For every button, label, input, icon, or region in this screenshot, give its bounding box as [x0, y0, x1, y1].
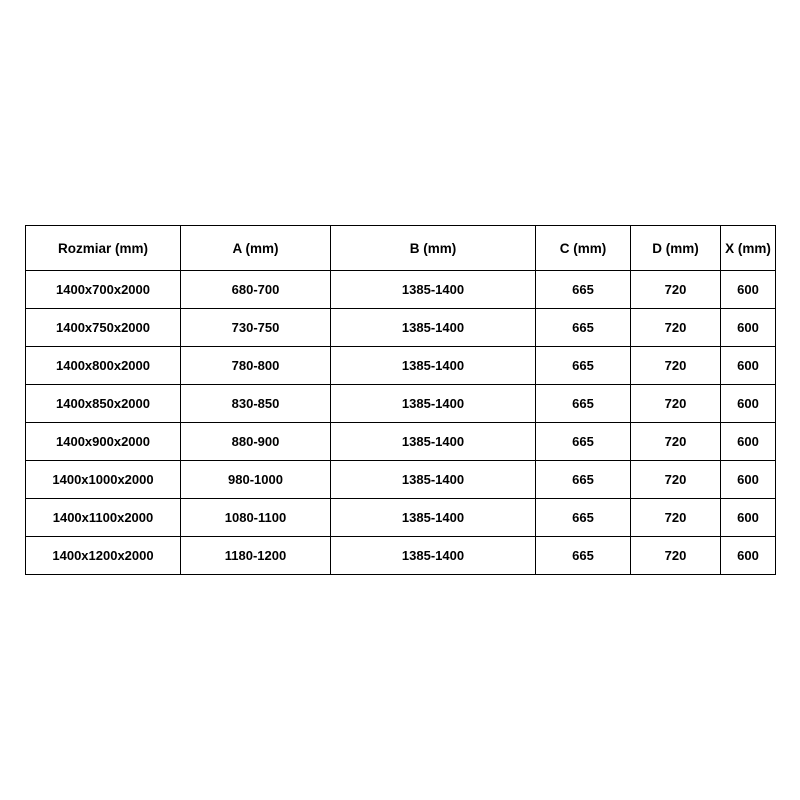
cell-a: 780-800 [181, 347, 331, 385]
cell-a: 1180-1200 [181, 537, 331, 575]
table-header [26, 226, 776, 271]
table-row [26, 309, 776, 347]
column-header-a: A (mm) [181, 226, 331, 271]
cell-c: 665 [536, 461, 631, 499]
cell-a: 730-750 [181, 309, 331, 347]
cell-b: 1385-1400 [331, 423, 536, 461]
cell-x: 600 [721, 423, 776, 461]
table-row [26, 537, 776, 575]
cell-b: 1385-1400 [331, 347, 536, 385]
cell-b: 1385-1400 [331, 537, 536, 575]
table-row [26, 423, 776, 461]
cell-x: 600 [721, 347, 776, 385]
cell-c: 665 [536, 385, 631, 423]
cell-x: 600 [721, 271, 776, 309]
specification-table [25, 225, 776, 575]
table-row [26, 347, 776, 385]
cell-x: 600 [721, 385, 776, 423]
cell-c: 665 [536, 347, 631, 385]
column-header-c: C (mm) [536, 226, 631, 271]
cell-b: 1385-1400 [331, 271, 536, 309]
cell-c: 665 [536, 537, 631, 575]
cell-a: 880-900 [181, 423, 331, 461]
cell-rozmiar: 1400x1200x2000 [26, 537, 181, 575]
cell-b: 1385-1400 [331, 385, 536, 423]
cell-d: 720 [631, 537, 721, 575]
column-header-x: X (mm) [721, 226, 776, 271]
table-row [26, 385, 776, 423]
table-row [26, 499, 776, 537]
table-row [26, 271, 776, 309]
cell-x: 600 [721, 537, 776, 575]
column-header-b: B (mm) [331, 226, 536, 271]
cell-rozmiar: 1400x800x2000 [26, 347, 181, 385]
cell-b: 1385-1400 [331, 499, 536, 537]
cell-b: 1385-1400 [331, 309, 536, 347]
cell-x: 600 [721, 309, 776, 347]
cell-x: 600 [721, 499, 776, 537]
cell-x: 600 [721, 461, 776, 499]
cell-d: 720 [631, 461, 721, 499]
cell-c: 665 [536, 271, 631, 309]
table-header-row [26, 226, 776, 271]
cell-c: 665 [536, 499, 631, 537]
table-row [26, 461, 776, 499]
cell-rozmiar: 1400x1100x2000 [26, 499, 181, 537]
cell-d: 720 [631, 309, 721, 347]
cell-d: 720 [631, 347, 721, 385]
column-header-d: D (mm) [631, 226, 721, 271]
cell-rozmiar: 1400x850x2000 [26, 385, 181, 423]
cell-c: 665 [536, 309, 631, 347]
column-header-rozmiar: Rozmiar (mm) [26, 226, 181, 271]
cell-a: 680-700 [181, 271, 331, 309]
cell-rozmiar: 1400x750x2000 [26, 309, 181, 347]
cell-b: 1385-1400 [331, 461, 536, 499]
cell-a: 980-1000 [181, 461, 331, 499]
cell-d: 720 [631, 423, 721, 461]
cell-rozmiar: 1400x700x2000 [26, 271, 181, 309]
specification-table-container [25, 225, 775, 575]
cell-rozmiar: 1400x900x2000 [26, 423, 181, 461]
cell-d: 720 [631, 271, 721, 309]
cell-rozmiar: 1400x1000x2000 [26, 461, 181, 499]
table-body [26, 271, 776, 575]
cell-c: 665 [536, 423, 631, 461]
cell-a: 830-850 [181, 385, 331, 423]
cell-a: 1080-1100 [181, 499, 331, 537]
cell-d: 720 [631, 499, 721, 537]
cell-d: 720 [631, 385, 721, 423]
